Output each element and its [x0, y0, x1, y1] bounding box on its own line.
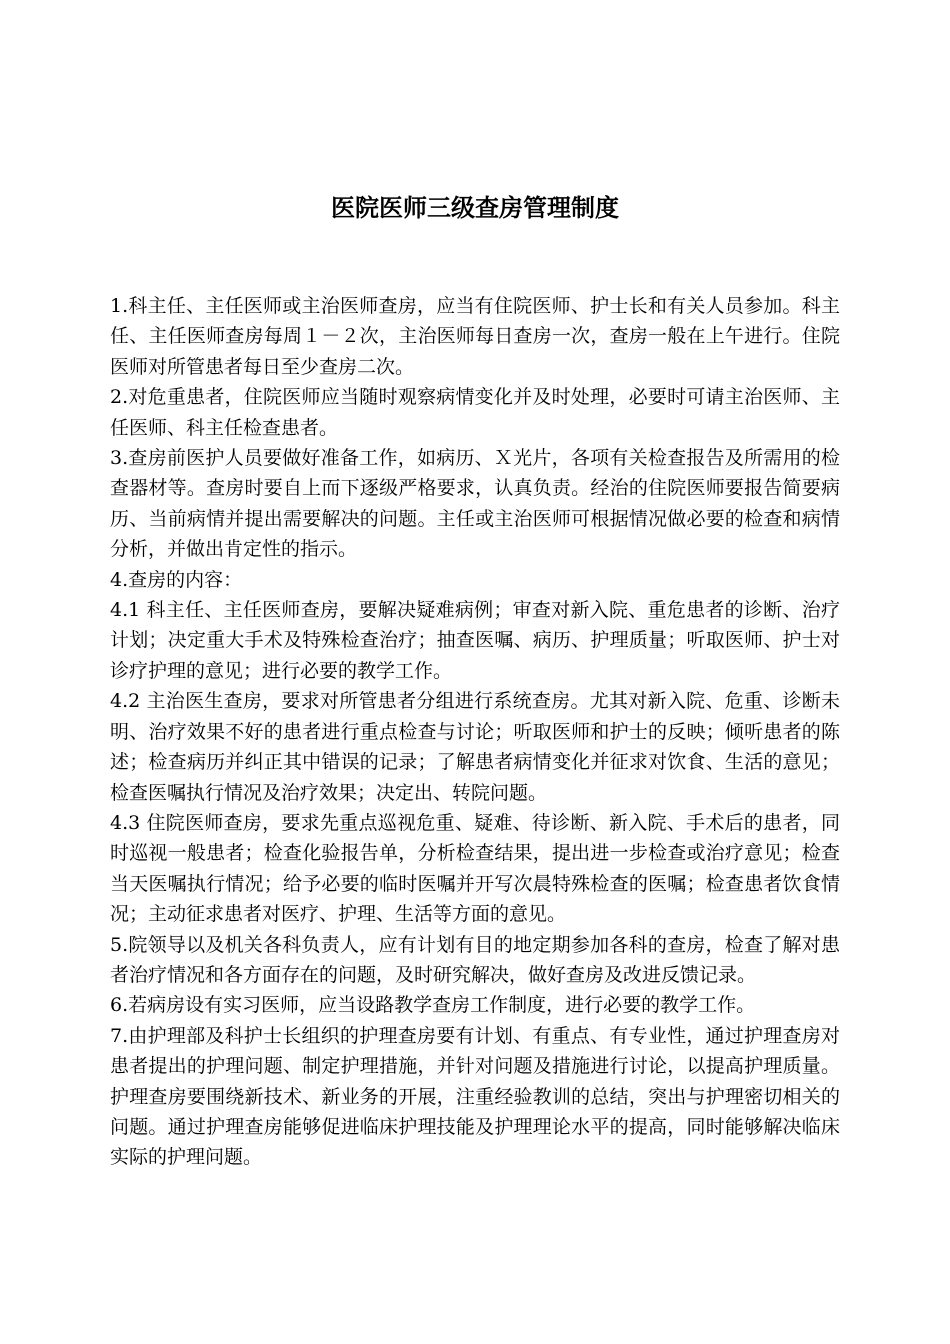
- paragraph-4-1: 4.1 科主任、主任医师查房，要解决疑难病例；审查对新入院、重危患者的诊断、治疗计划；决定重大手术及特殊检查治疗；抽查医嘱、病历、护理质量；听取医师、护士对诊疗护理的意见；进行必要的教学工作。: [110, 599, 840, 682]
- paragraph-4-3: 4.3 住院医师查房，要求先重点巡视危重、疑难、待诊断、新入院、手术后的患者，同时巡视一般患者；检查化验报告单，分析检查结果，提出进一步检查或治疗意见；检查当天医嘱执行情况；给予必要的临时医嘱并开写次晨特殊检查的医嘱；检查患者饮食情况；主动征求患者对医疗、护理、生活等方面的意见。: [110, 811, 840, 926]
- paragraph-4: 4.查房的内容：: [110, 568, 243, 591]
- paragraph-2: 2.对危重患者，住院医师应当随时观察病情变化并及时处理，必要时可请主治医师、主任医师、科主任检查患者。: [110, 386, 840, 439]
- document-body: [110, 291, 840, 1173]
- paragraph-4-2: 4.2 主治医生查房，要求对所管患者分组进行系统查房。尤其对新入院、危重、诊断未明、治疗效果不好的患者进行重点检查与讨论；听取医师和护士的反映；倾听患者的陈述；检查病历并纠正其中错误的记录；了解患者病情变化并征求对饮食、生活的意见；检查医嘱执行情况及治疗效果；决定出、转院问题。: [110, 690, 840, 804]
- paragraph-6: 6.若病房设有实习医师，应当设路教学查房工作制度，进行必要的教学工作。: [110, 994, 756, 1017]
- paragraph-3: 3.查房前医护人员要做好准备工作，如病历、Ｘ光片，各项有关检查报告及所需用的检查器材等。查房时要自上而下逐级严格要求，认真负责。经治的住院医师要报告简要病历、当前病情并提出需要解决的问题。主任或主治医师可根据情况做必要的检查和病情分析，并做出肯定性的指示。: [110, 447, 840, 561]
- paragraph-1: 1.科主任、主任医师或主治医师查房，应当有住院医师、护士长和有关人员参加。科主任、主任医师查房每周１－２次，主治医师每日查房一次，查房一般在上午进行。住院医师对所管患者每日至少查房二次。: [110, 295, 840, 378]
- paragraph-7: 7.由护理部及科护士长组织的护理查房要有计划、有重点、有专业性，通过护理查房对患者提出的护理问题、制定护理措施，并针对问题及措施进行讨论，以提高护理质量。护理查房要围绕新技术、新业务的开展，注重经验教训的总结，突出与护理密切相关的问题。通过护理查房能够促进临床护理技能及护理理论水平的提高，同时能够解决临床实际的护理问题。: [110, 1024, 840, 1169]
- document-title: 医院医师三级查房管理制度: [331, 194, 619, 222]
- paragraph-5: 5.院领导以及机关各科负责人，应有计划有目的地定期参加各科的查房，检查了解对患者治疗情况和各方面存在的问题，及时研究解决，做好查房及改进反馈记录。: [110, 933, 840, 986]
